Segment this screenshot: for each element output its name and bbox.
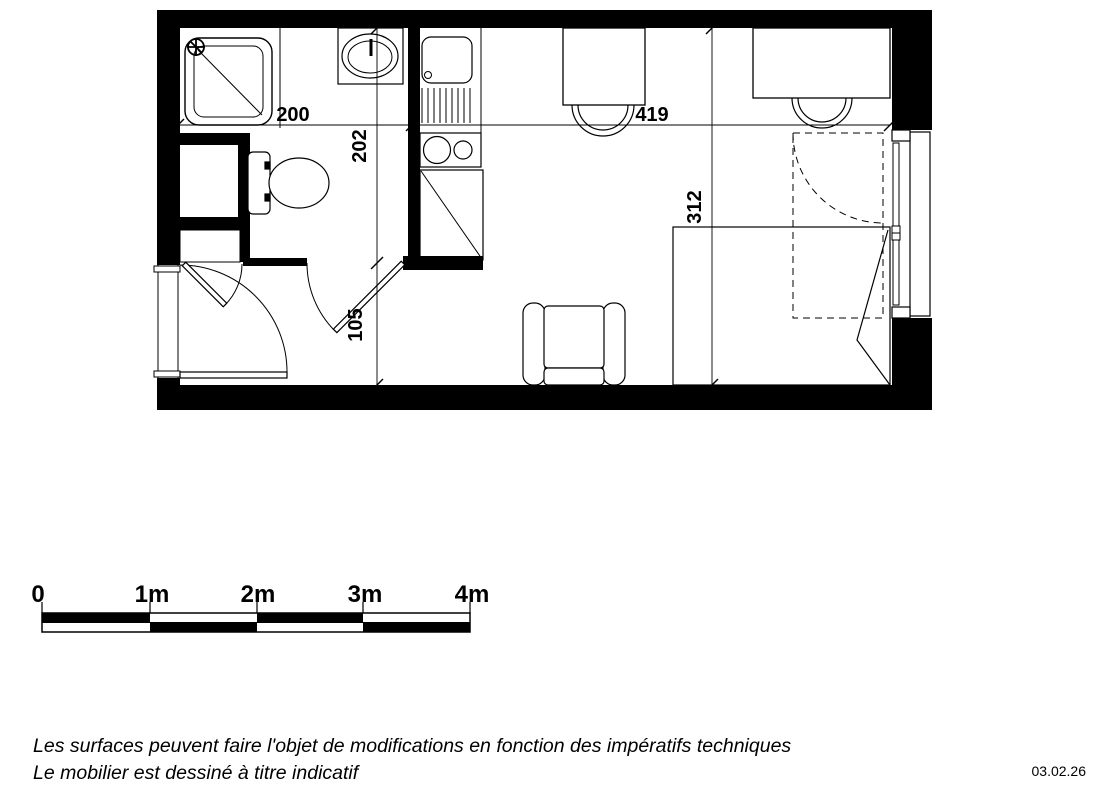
armchair-back bbox=[544, 368, 604, 385]
wall-right-lower bbox=[892, 318, 932, 388]
desk-chair-2 bbox=[792, 98, 852, 128]
scale-labels bbox=[31, 581, 489, 608]
cooktop-burner-large bbox=[424, 137, 451, 164]
window-sill bbox=[910, 132, 930, 316]
wall-left-stub bbox=[157, 378, 180, 390]
scale-label-4m: 4m bbox=[454, 581, 490, 608]
dim-label-200: 200 bbox=[276, 104, 310, 126]
entrance-door-jamb-bottom bbox=[154, 371, 180, 377]
scale-label-1m: 1m bbox=[134, 581, 170, 608]
entrance-door bbox=[154, 265, 287, 378]
armchair-armrest-left bbox=[523, 303, 545, 385]
cooktop-burner-small bbox=[454, 141, 472, 159]
entrance-door-swing-arc bbox=[180, 265, 287, 372]
desk-2 bbox=[753, 28, 890, 98]
wall-kitchen-bottom bbox=[403, 256, 483, 270]
wall-top bbox=[157, 10, 932, 28]
bathroom-door-1 bbox=[182, 262, 242, 307]
dim-label-312: 312 bbox=[684, 190, 706, 224]
disclaimer-line-2: Le mobilier est dessiné à titre indicatif bbox=[33, 762, 359, 784]
armchair-seat bbox=[544, 306, 604, 368]
kitchen-sink bbox=[422, 37, 472, 83]
window-frame-bottom bbox=[892, 307, 910, 318]
wall-right-upper bbox=[892, 10, 932, 130]
entrance-door-jamb-top bbox=[154, 266, 180, 272]
wall-shaft-stub bbox=[240, 230, 250, 262]
window-leaf-upper bbox=[893, 143, 899, 226]
entrance-door-opening bbox=[156, 265, 180, 378]
dim-label-105: 105 bbox=[345, 308, 367, 342]
kitchen-sink-drain-icon bbox=[425, 72, 432, 79]
footer bbox=[33, 735, 1086, 784]
window-frame-top bbox=[892, 130, 910, 141]
wall-bottom bbox=[157, 385, 932, 410]
window-handle-upper bbox=[892, 226, 900, 233]
toilet-hinge-bottom bbox=[265, 194, 270, 201]
fridge-diagonal bbox=[421, 171, 482, 259]
toilet-hinge-top bbox=[265, 162, 270, 169]
entrance-door-leaf bbox=[180, 372, 287, 378]
scale-label-3m: 3m bbox=[347, 581, 383, 608]
window bbox=[793, 130, 932, 318]
dim-label-419: 419 bbox=[635, 104, 669, 126]
wall-kitchen bbox=[408, 28, 420, 262]
toilet-bowl bbox=[269, 158, 329, 208]
toilet bbox=[248, 152, 329, 214]
bed-blanket-fold bbox=[857, 230, 890, 385]
entry-niche bbox=[180, 230, 240, 262]
desk-1 bbox=[563, 28, 645, 105]
plan-date: 03.02.26 bbox=[1031, 763, 1086, 779]
armchair bbox=[523, 303, 625, 385]
shower-tray-diagonal bbox=[198, 50, 262, 115]
bathroom-door-2-swing-arc bbox=[307, 263, 335, 331]
main-room-furniture bbox=[523, 28, 890, 385]
armchair-armrest-right bbox=[603, 303, 625, 385]
disclaimer-line-1: Les surfaces peuvent faire l'objet de modifications en fonction des impératifs techniques bbox=[33, 735, 792, 757]
window-handle-lower bbox=[892, 233, 900, 240]
dimension-labels bbox=[276, 104, 706, 342]
window-swing-zone-dashed bbox=[793, 133, 883, 318]
scale-bar bbox=[31, 581, 489, 632]
scale-label-0: 0 bbox=[31, 581, 45, 608]
bathroom-door-1-swing-arc bbox=[225, 264, 242, 305]
toilet-cistern bbox=[248, 152, 270, 214]
dim-label-202: 202 bbox=[349, 129, 371, 163]
wall-partition bbox=[243, 258, 307, 266]
desk-chair-1 bbox=[572, 105, 634, 136]
kitchen-drainer bbox=[422, 88, 470, 123]
bed bbox=[673, 227, 890, 385]
kitchenette bbox=[420, 28, 483, 260]
scale-label-2m: 2m bbox=[240, 581, 276, 608]
technical-shaft-inner bbox=[180, 145, 238, 217]
window-leaf-lower bbox=[893, 240, 899, 305]
bathroom-door-1-leaf bbox=[182, 262, 227, 307]
window-swing-arc-dashed bbox=[793, 133, 883, 223]
